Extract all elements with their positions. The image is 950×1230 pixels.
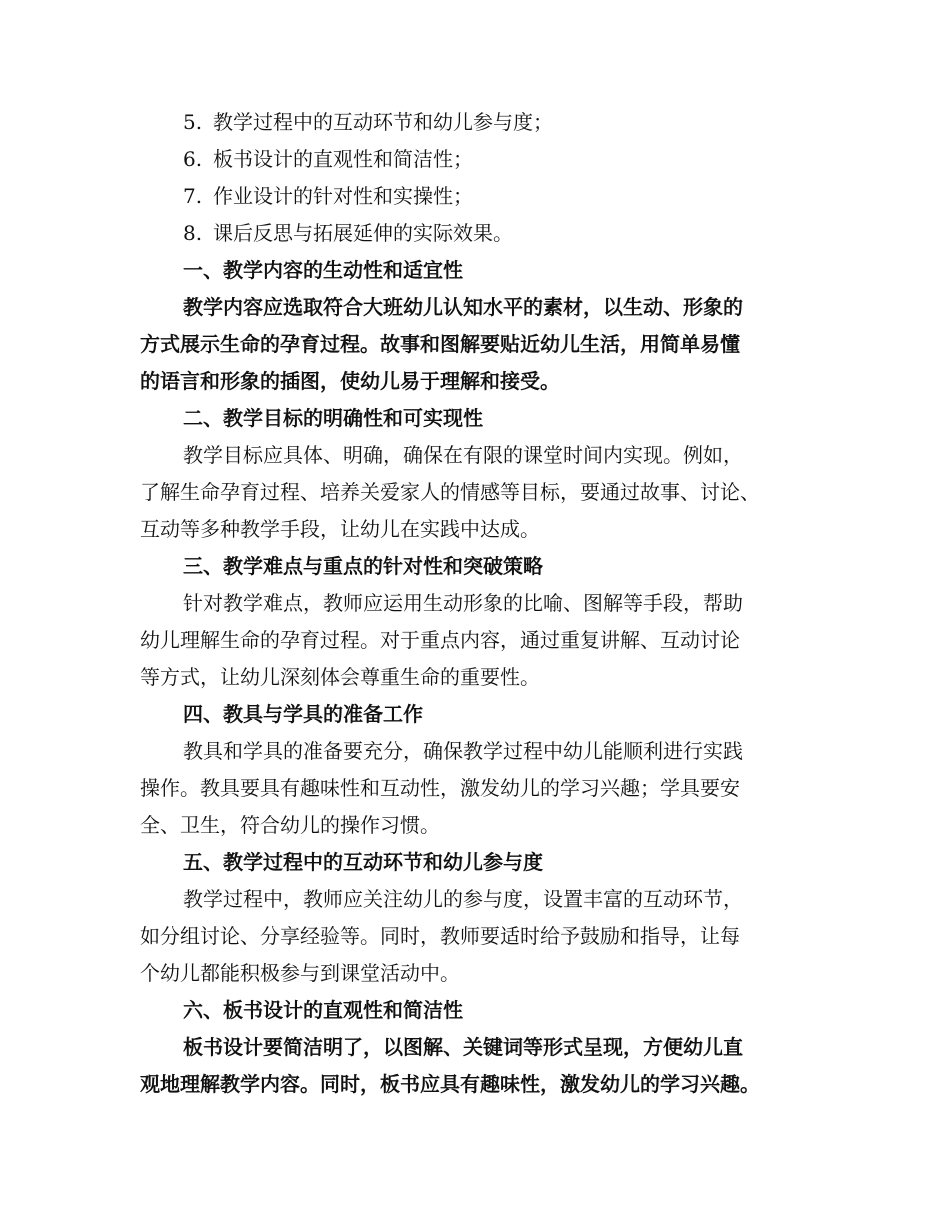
list-text: 作业设计的针对性和实操性； [213, 184, 473, 208]
section-objectives [140, 400, 815, 548]
section-board-design [140, 992, 815, 1103]
section-interaction [140, 844, 815, 992]
list-item [140, 178, 815, 215]
paragraph-line: 幼儿理解生命的孕育过程。对于重点内容，通过重复讲解、互动讨论 [140, 628, 740, 652]
paragraph-line: 教学目标应具体、明确，确保在有限的课堂时间内实现。例如， [183, 443, 743, 467]
section-content-appropriateness [140, 252, 815, 400]
paragraph-line: 教具和学具的准备要充分，确保教学过程中幼儿能顺利进行实践 [183, 739, 743, 763]
paragraph-line: 教学过程中，教师应关注幼儿的参与度，设置丰富的互动环节， [183, 887, 743, 911]
list-number: 5. [183, 110, 203, 134]
section-heading: 四、教具与学具的准备工作 [183, 702, 423, 726]
paragraph-line: 的语言和形象的插图，使幼儿易于理解和接受。 [140, 369, 560, 393]
paragraph-line: 操作。教具要具有趣味性和互动性，激发幼儿的学习兴趣；学具要安 [140, 776, 740, 800]
paragraph-line: 全、卫生，符合幼儿的操作习惯。 [140, 813, 440, 837]
paragraph-line: 互动等多种教学手段，让幼儿在实践中达成。 [140, 517, 540, 541]
section-heading: 一、教学内容的生动性和适宜性 [183, 258, 463, 282]
list-item [140, 215, 815, 252]
paragraph-line: 个幼儿都能积极参与到课堂活动中。 [140, 961, 460, 985]
section-teaching-aids [140, 696, 815, 844]
list-item [140, 104, 815, 141]
numbered-list [140, 104, 815, 252]
list-number: 6. [183, 147, 203, 171]
list-text: 课后反思与拓展延伸的实际效果。 [213, 221, 513, 245]
section-heading: 五、教学过程中的互动环节和幼儿参与度 [183, 850, 543, 874]
section-heading: 二、教学目标的明确性和可实现性 [183, 406, 483, 430]
paragraph-line: 教学内容应选取符合大班幼儿认知水平的素材，以生动、形象的 [183, 295, 743, 319]
section-key-points [140, 548, 815, 696]
paragraph-line: 方式展示生命的孕育过程。故事和图解要贴近幼儿生活，用简单易懂 [140, 332, 740, 356]
paragraph-line: 针对教学难点，教师应运用生动形象的比喻、图解等手段，帮助 [183, 591, 743, 615]
list-text: 板书设计的直观性和简洁性； [213, 147, 473, 171]
paragraph-line: 如分组讨论、分享经验等。同时，教师要适时给予鼓励和指导，让每 [140, 924, 740, 948]
paragraph-line: 了解生命孕育过程、培养关爱家人的情感等目标，要通过故事、讨论、 [140, 480, 760, 504]
list-number: 7. [183, 184, 203, 208]
list-number: 8. [183, 221, 203, 245]
document-page [140, 104, 815, 1103]
list-text: 教学过程中的互动环节和幼儿参与度； [213, 110, 553, 134]
section-heading: 六、板书设计的直观性和简洁性 [183, 998, 463, 1022]
paragraph-line: 观地理解教学内容。同时，板书应具有趣味性，激发幼儿的学习兴趣。 [140, 1072, 760, 1096]
paragraph-line: 等方式，让幼儿深刻体会尊重生命的重要性。 [140, 665, 540, 689]
paragraph-line: 板书设计要简洁明了，以图解、关键词等形式呈现，方便幼儿直 [183, 1035, 743, 1059]
section-heading: 三、教学难点与重点的针对性和突破策略 [183, 554, 543, 578]
list-item [140, 141, 815, 178]
